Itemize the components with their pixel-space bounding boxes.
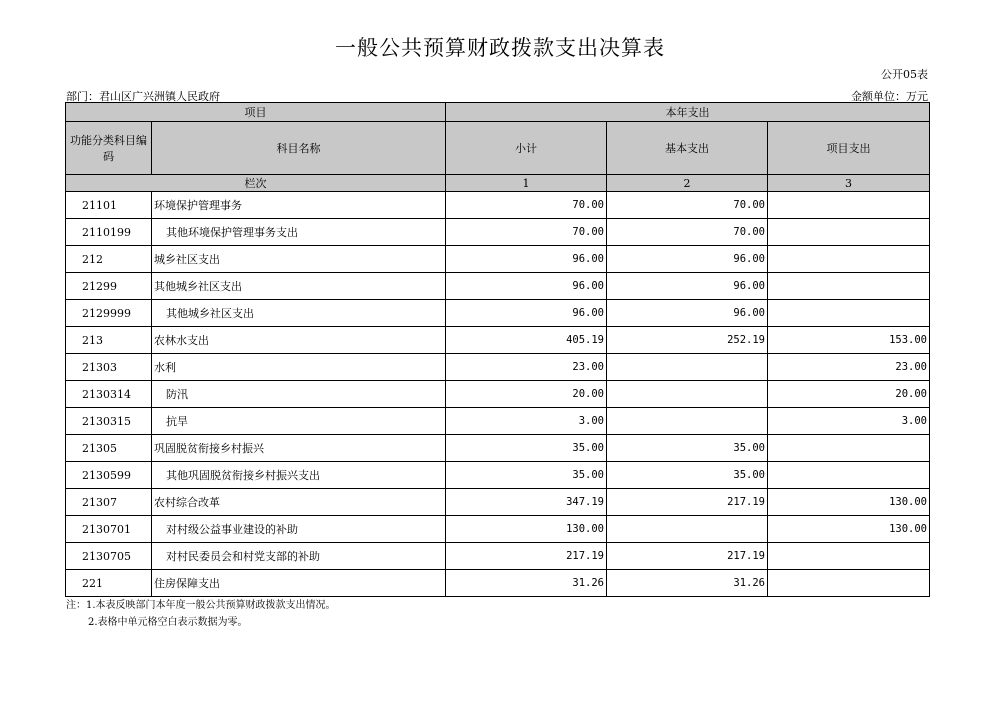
- cell-subtotal: 405.19: [446, 327, 607, 354]
- cell-basic: 96.00: [607, 246, 768, 273]
- cell-subtotal: 31.26: [446, 570, 607, 597]
- cell-code: 21101: [66, 192, 152, 219]
- cell-subtotal: 35.00: [446, 435, 607, 462]
- header-col-1: 1: [446, 175, 607, 192]
- cell-project: 130.00: [768, 489, 930, 516]
- cell-name: 环境保护管理事务: [152, 192, 446, 219]
- cell-code: 2130315: [66, 408, 152, 435]
- cell-subtotal: 96.00: [446, 300, 607, 327]
- cell-subtotal: 20.00: [446, 381, 607, 408]
- table-row: [66, 570, 930, 597]
- cell-subtotal: 23.00: [446, 354, 607, 381]
- cell-code: 2130599: [66, 462, 152, 489]
- cell-name: 防汛: [152, 381, 446, 408]
- page-title: 一般公共预算财政拨款支出决算表: [335, 36, 665, 60]
- cell-name: 其他城乡社区支出: [152, 273, 446, 300]
- header-col-3: 3: [768, 175, 930, 192]
- cell-code: 221: [66, 570, 152, 597]
- cell-basic: 217.19: [607, 543, 768, 570]
- table-row: [66, 462, 930, 489]
- cell-project: [768, 570, 930, 597]
- cell-basic: 96.00: [607, 300, 768, 327]
- cell-project: [768, 192, 930, 219]
- cell-basic: 35.00: [607, 462, 768, 489]
- cell-name: 城乡社区支出: [152, 246, 446, 273]
- cell-code: 2129999: [66, 300, 152, 327]
- header-code-col: 功能分类科目编码: [66, 122, 152, 175]
- department-label: 部门：君山区广兴洲镇人民政府: [66, 90, 220, 103]
- cell-basic: [607, 516, 768, 543]
- table-row: [66, 516, 930, 543]
- table-row: [66, 246, 930, 273]
- cell-basic: [607, 354, 768, 381]
- cell-basic: 31.26: [607, 570, 768, 597]
- cell-project: [768, 543, 930, 570]
- cell-code: 2130314: [66, 381, 152, 408]
- table-row: [66, 192, 930, 219]
- unit-label: 金额单位：万元: [851, 90, 928, 103]
- table-row: [66, 354, 930, 381]
- header-name-col: 科目名称: [152, 122, 446, 175]
- header-row-label: 栏次: [66, 175, 446, 192]
- cell-subtotal: 3.00: [446, 408, 607, 435]
- table-row: [66, 327, 930, 354]
- cell-code: 2130701: [66, 516, 152, 543]
- footnotes: [66, 597, 336, 631]
- header-subtotal-col: 小计: [446, 122, 607, 175]
- cell-project: 153.00: [768, 327, 930, 354]
- cell-project: [768, 462, 930, 489]
- cell-subtotal: 70.00: [446, 219, 607, 246]
- cell-name: 其他城乡社区支出: [152, 300, 446, 327]
- table-row: [66, 489, 930, 516]
- cell-subtotal: 96.00: [446, 273, 607, 300]
- cell-basic: [607, 408, 768, 435]
- cell-subtotal: 96.00: [446, 246, 607, 273]
- cell-name: 农村综合改革: [152, 489, 446, 516]
- cell-code: 213: [66, 327, 152, 354]
- cell-name: 巩固脱贫衔接乡村振兴: [152, 435, 446, 462]
- note-1: 注：1.本表反映部门本年度一般公共预算财政拨款支出情况。: [66, 600, 336, 611]
- table-body: [66, 192, 930, 597]
- cell-basic: 252.19: [607, 327, 768, 354]
- table-row: [66, 543, 930, 570]
- cell-project: [768, 246, 930, 273]
- cell-code: 21307: [66, 489, 152, 516]
- cell-subtotal: 70.00: [446, 192, 607, 219]
- cell-name: 对村民委员会和村党支部的补助: [152, 543, 446, 570]
- table-row: [66, 435, 930, 462]
- form-code: 公开05表: [881, 68, 928, 81]
- header-col-2: 2: [607, 175, 768, 192]
- cell-project: 3.00: [768, 408, 930, 435]
- cell-project: [768, 273, 930, 300]
- cell-code: 21305: [66, 435, 152, 462]
- cell-subtotal: 35.00: [446, 462, 607, 489]
- cell-project: [768, 300, 930, 327]
- cell-subtotal: 130.00: [446, 516, 607, 543]
- cell-code: 2110199: [66, 219, 152, 246]
- cell-project: [768, 219, 930, 246]
- cell-project: [768, 435, 930, 462]
- cell-basic: 70.00: [607, 219, 768, 246]
- header-expense-group: 本年支出: [446, 103, 930, 122]
- cell-basic: [607, 381, 768, 408]
- cell-name: 抗旱: [152, 408, 446, 435]
- header-project-col: 项目支出: [768, 122, 930, 175]
- cell-name: 水利: [152, 354, 446, 381]
- cell-code: 2130705: [66, 543, 152, 570]
- cell-project: 20.00: [768, 381, 930, 408]
- table-row: [66, 273, 930, 300]
- header-item-group: 项目: [66, 103, 446, 122]
- cell-name: 其他环境保护管理事务支出: [152, 219, 446, 246]
- cell-name: 其他巩固脱贫衔接乡村振兴支出: [152, 462, 446, 489]
- cell-name: 农林水支出: [152, 327, 446, 354]
- header-basic-col: 基本支出: [607, 122, 768, 175]
- table-row: [66, 408, 930, 435]
- cell-basic: 217.19: [607, 489, 768, 516]
- cell-code: 21303: [66, 354, 152, 381]
- expenditure-table: [65, 102, 930, 597]
- cell-basic: 70.00: [607, 192, 768, 219]
- note-2: 2.表格中单元格空白表示数据为零。: [88, 617, 248, 628]
- cell-basic: 96.00: [607, 273, 768, 300]
- table-row: [66, 300, 930, 327]
- cell-name: 住房保障支出: [152, 570, 446, 597]
- table-row: [66, 381, 930, 408]
- cell-project: 130.00: [768, 516, 930, 543]
- table-row: [66, 219, 930, 246]
- cell-subtotal: 217.19: [446, 543, 607, 570]
- cell-basic: 35.00: [607, 435, 768, 462]
- cell-name: 对村级公益事业建设的补助: [152, 516, 446, 543]
- cell-code: 212: [66, 246, 152, 273]
- cell-subtotal: 347.19: [446, 489, 607, 516]
- cell-code: 21299: [66, 273, 152, 300]
- cell-project: 23.00: [768, 354, 930, 381]
